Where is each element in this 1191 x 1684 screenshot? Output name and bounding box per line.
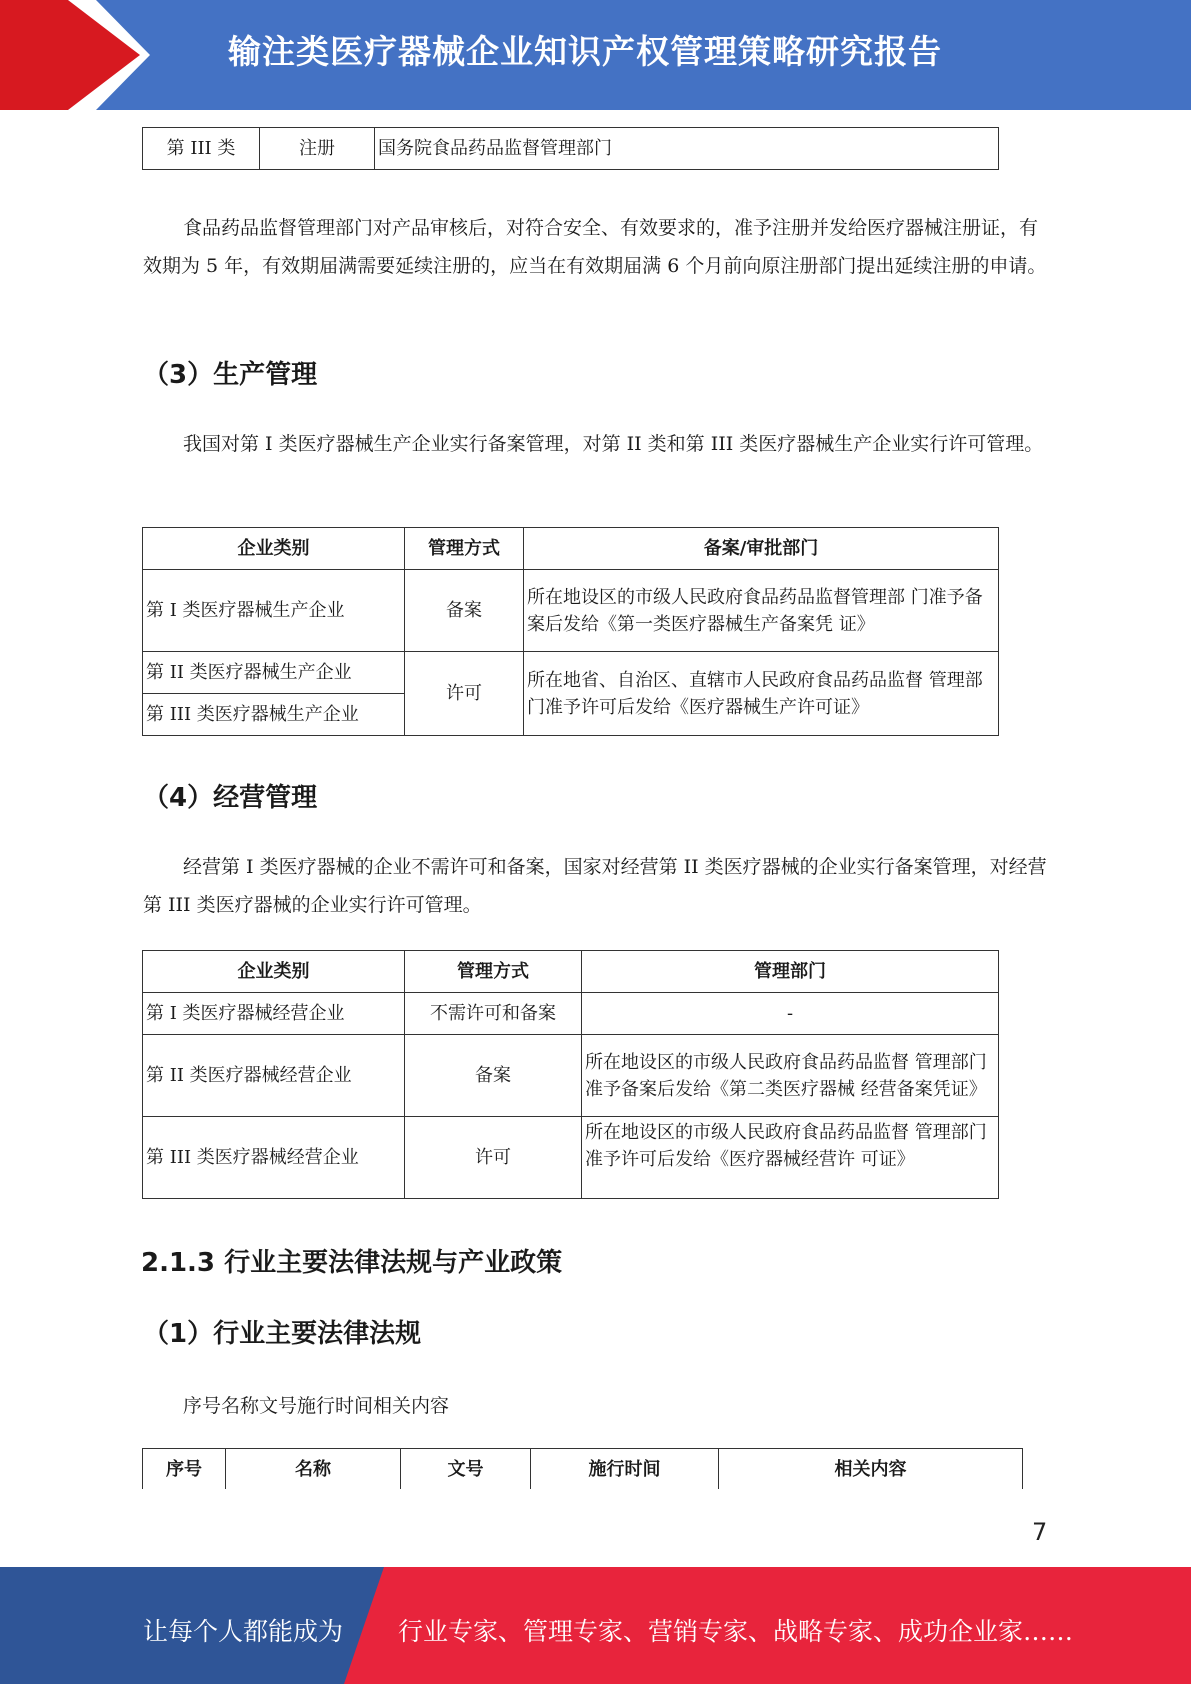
table-cell: 备案: [405, 1035, 582, 1117]
table-header-row: [143, 528, 999, 570]
production-paragraph: 我国对第 I 类医疗器械生产企业实行备案管理，对第 II 类和第 III 类医疗器械生产企业实行许可管理。: [183, 433, 1044, 455]
table-header: 企业类别: [143, 951, 405, 993]
table-cell: -: [582, 993, 999, 1035]
table-header: 管理方式: [405, 951, 582, 993]
registration-table-continuation: [142, 127, 999, 170]
table-cell: 许可: [405, 652, 524, 736]
table-cell: 所在地设区的市级人民政府食品药品监督 管理部门准予备案后发给《第二类医疗器械 经营备案凭证》: [582, 1035, 999, 1117]
table-cell: 注册: [260, 128, 375, 170]
laws-table: [142, 1448, 1023, 1489]
table-cell: 第 I 类医疗器械生产企业: [143, 570, 405, 652]
table-cell: 第 II 类医疗器械生产企业: [143, 652, 405, 694]
table-row: [143, 652, 999, 694]
header-arrow-decoration: [0, 0, 160, 110]
table-cell: 不需许可和备案: [405, 993, 582, 1035]
table-cell: 所在地设区的市级人民政府食品药品监督管理部 门准予备案后发给《第一类医疗器械生产备案凭 证》: [524, 570, 999, 652]
table-header: 企业类别: [143, 528, 405, 570]
table-header: 施行时间: [531, 1449, 719, 1490]
section-heading-production: （3）生产管理: [143, 360, 318, 390]
table-header: 文号: [401, 1449, 531, 1490]
table-cell: 许可: [405, 1117, 582, 1199]
business-table: [142, 950, 999, 1199]
page-header: [0, 0, 1191, 110]
section-heading-laws: 2.1.3 行业主要法律法规与产业政策: [141, 1248, 563, 1278]
table-row: [143, 993, 999, 1035]
table-header-row: [143, 951, 999, 993]
section-heading-business: （4）经营管理: [143, 783, 318, 813]
subsection-heading-laws: （1）行业主要法律法规: [143, 1319, 422, 1349]
table-header: 管理方式: [405, 528, 524, 570]
production-table: [142, 527, 999, 736]
business-paragraph: 经营第 I 类医疗器械的企业不需许可和备案，国家对经营第 II 类医疗器械的企业实行备案管理，对经营第 III 类医疗器械的企业实行许可管理。: [143, 856, 1047, 916]
registration-paragraph: 食品药品监督管理部门对产品审核后，对符合安全、有效要求的，准予注册并发给医疗器械注册证，有效期为 5 年，有效期届满需要延续注册的，应当在有效期届满 6 个月前向原注册部门提出延续注册的申请。: [143, 217, 1047, 277]
table-cell: 第 III 类医疗器械生产企业: [143, 694, 405, 736]
table-header: 备案/审批部门: [524, 528, 999, 570]
table-row: [143, 128, 999, 170]
table-row: [143, 570, 999, 652]
table-header: 管理部门: [582, 951, 999, 993]
table-header: 序号: [143, 1449, 226, 1490]
page-number: 7: [1032, 1518, 1048, 1546]
table-cell: 第 III 类: [143, 128, 260, 170]
table-header: 相关内容: [719, 1449, 1023, 1490]
table-row: [143, 1117, 999, 1199]
table-cell: 第 III 类医疗器械经营企业: [143, 1117, 405, 1199]
table-header-row: [143, 1449, 1023, 1490]
table-cell: 第 I 类医疗器械经营企业: [143, 993, 405, 1035]
table-cell: 第 II 类医疗器械经营企业: [143, 1035, 405, 1117]
report-title: 输注类医疗器械企业知识产权管理策略研究报告: [228, 32, 942, 71]
laws-intro-text: 序号名称文号施行时间相关内容: [183, 1395, 450, 1417]
table-cell: 所在地设区的市级人民政府食品药品监督 管理部门准予许可后发给《医疗器械经营许 可证》: [582, 1117, 999, 1199]
table-cell: 备案: [405, 570, 524, 652]
table-cell: 国务院食品药品监督管理部门: [375, 128, 999, 170]
table-row: [143, 1035, 999, 1117]
table-cell: 所在地省、自治区、直辖市人民政府食品药品监督 管理部门准予许可后发给《医疗器械生产许可证》: [524, 652, 999, 736]
footer-slogan-left: 让每个人都能成为: [143, 1617, 344, 1646]
footer-slogan-right: 行业专家、管理专家、营销专家、战略专家、成功企业家……: [398, 1617, 1074, 1646]
table-header: 名称: [226, 1449, 401, 1490]
